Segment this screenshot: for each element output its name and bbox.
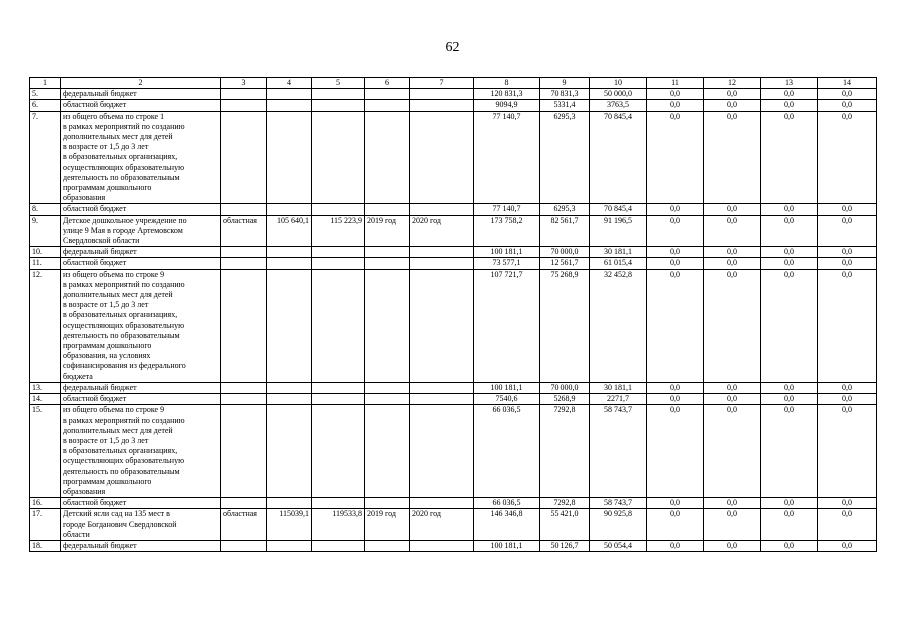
- cell-2022: 0,0: [704, 89, 761, 100]
- cell-row-number: 8.: [30, 204, 61, 215]
- cell-total: 100 181,1: [474, 540, 540, 551]
- item-name-line: федеральный бюджет: [63, 247, 137, 257]
- cell-budget-level: областная: [221, 215, 267, 247]
- item-name-line: Свердловской области: [63, 236, 140, 246]
- item-name-line: федеральный бюджет: [63, 89, 137, 99]
- cell-2024: 0,0: [818, 269, 877, 382]
- cell-start-year: [365, 405, 410, 498]
- cell-row-number: 12.: [30, 269, 61, 382]
- cell-budget-level: [221, 269, 267, 382]
- cell-start-year: [365, 540, 410, 551]
- cell-2023: 0,0: [761, 258, 818, 269]
- cell-cost-base: [267, 100, 312, 111]
- cell-start-year: [365, 498, 410, 509]
- cell-2023: 0,0: [761, 405, 818, 498]
- cell-2024: 0,0: [818, 100, 877, 111]
- cell-cost-current: [312, 405, 365, 498]
- cell-cost-base: [267, 394, 312, 405]
- cell-item-name: [61, 269, 221, 382]
- cell-cost-current: [312, 498, 365, 509]
- item-name-line: образования, на условиях: [63, 351, 151, 361]
- cell-row-number: 5.: [30, 89, 61, 100]
- cell-total: 107 721,7: [474, 269, 540, 382]
- cell-item-name: [61, 405, 221, 498]
- item-name-line: федеральный бюджет: [63, 382, 137, 392]
- cell-end-year: 2020 год: [410, 215, 474, 247]
- cell-item-name: [61, 382, 221, 393]
- cell-2020: 2271,7: [590, 394, 647, 405]
- cell-end-year: [410, 382, 474, 393]
- cell-budget-level: областная: [221, 509, 267, 541]
- cell-2021: 0,0: [647, 405, 704, 498]
- cell-item-name: [61, 540, 221, 551]
- column-header: 3: [221, 78, 267, 89]
- cell-2021: 0,0: [647, 394, 704, 405]
- item-name-line: областной бюджет: [63, 394, 127, 404]
- cell-2020: 90 925,8: [590, 509, 647, 541]
- column-header: 6: [365, 78, 410, 89]
- cell-end-year: [410, 269, 474, 382]
- cell-end-year: 2020 год: [410, 509, 474, 541]
- item-name-line: в рамках мероприятий по созданию: [63, 415, 185, 425]
- cell-2021: 0,0: [647, 89, 704, 100]
- cell-start-year: [365, 89, 410, 100]
- cell-2019: 6295,3: [540, 204, 590, 215]
- cell-end-year: [410, 111, 474, 204]
- cell-cost-base: [267, 269, 312, 382]
- table-row: [30, 204, 877, 215]
- cell-2022: 0,0: [704, 394, 761, 405]
- cell-cost-current: [312, 111, 365, 204]
- cell-budget-level: [221, 258, 267, 269]
- cell-2022: 0,0: [704, 111, 761, 204]
- cell-2022: 0,0: [704, 215, 761, 247]
- cell-2021: 0,0: [647, 100, 704, 111]
- cell-2020: 32 452,8: [590, 269, 647, 382]
- cell-2019: 82 561,7: [540, 215, 590, 247]
- item-name-line: из общего объема по строке 9: [63, 269, 165, 279]
- cell-end-year: [410, 247, 474, 258]
- cell-2023: 0,0: [761, 498, 818, 509]
- cell-2022: 0,0: [704, 247, 761, 258]
- cell-2020: 30 181,1: [590, 247, 647, 258]
- cell-item-name: [61, 509, 221, 541]
- column-header: 12: [704, 78, 761, 89]
- cell-cost-base: [267, 204, 312, 215]
- column-header: 7: [410, 78, 474, 89]
- cell-2021: 0,0: [647, 269, 704, 382]
- item-name-line: бюджета: [63, 371, 93, 381]
- table-row: [30, 269, 877, 382]
- cell-2024: 0,0: [818, 382, 877, 393]
- column-header: 8: [474, 78, 540, 89]
- cell-2023: 0,0: [761, 394, 818, 405]
- cell-total: 77 140,7: [474, 111, 540, 204]
- cell-cost-current: [312, 269, 365, 382]
- cell-2024: 0,0: [818, 111, 877, 204]
- cell-end-year: [410, 258, 474, 269]
- cell-end-year: [410, 498, 474, 509]
- cell-item-name: [61, 111, 221, 204]
- cell-2022: 0,0: [704, 509, 761, 541]
- cell-2020: 70 845,4: [590, 204, 647, 215]
- cell-2021: 0,0: [647, 382, 704, 393]
- item-name-line: из общего объема по строке 1: [63, 111, 165, 121]
- item-name-line: в образовательных организациях,: [63, 152, 178, 162]
- cell-item-name: [61, 100, 221, 111]
- cell-row-number: 11.: [30, 258, 61, 269]
- cell-cost-current: [312, 89, 365, 100]
- item-name-line: образования: [63, 193, 106, 203]
- cell-budget-level: [221, 405, 267, 498]
- cell-cost-current: [312, 382, 365, 393]
- cell-cost-current: [312, 258, 365, 269]
- cell-budget-level: [221, 204, 267, 215]
- cell-budget-level: [221, 100, 267, 111]
- cell-2023: 0,0: [761, 204, 818, 215]
- cell-2019: 70 000,0: [540, 382, 590, 393]
- cell-2020: 61 015,4: [590, 258, 647, 269]
- cell-2020: 50 000,0: [590, 89, 647, 100]
- cell-budget-level: [221, 394, 267, 405]
- table-row: [30, 247, 877, 258]
- cell-start-year: [365, 247, 410, 258]
- item-name-line: дополнительных мест для детей: [63, 425, 173, 435]
- table-row: [30, 394, 877, 405]
- cell-cost-base: [267, 540, 312, 551]
- table-row: [30, 89, 877, 100]
- item-name-line: в образовательных организациях,: [63, 446, 178, 456]
- item-name-line: дополнительных мест для детей: [63, 132, 173, 142]
- cell-row-number: 17.: [30, 509, 61, 541]
- cell-2022: 0,0: [704, 540, 761, 551]
- cell-2020: 3763,5: [590, 100, 647, 111]
- item-name-line: Детский ясли сад на 135 мест в: [63, 509, 170, 519]
- cell-2020: 30 181,1: [590, 382, 647, 393]
- cell-cost-base: [267, 258, 312, 269]
- item-name-line: в возрасте от 1,5 до 3 лет: [63, 435, 149, 445]
- table-row: [30, 540, 877, 551]
- column-header: 11: [647, 78, 704, 89]
- cell-start-year: [365, 394, 410, 405]
- cell-2019: 70 831,3: [540, 89, 590, 100]
- cell-row-number: 14.: [30, 394, 61, 405]
- item-name-line: из общего объема по строке 9: [63, 405, 165, 415]
- cell-2019: 55 421,0: [540, 509, 590, 541]
- cell-row-number: 18.: [30, 540, 61, 551]
- cell-row-number: 13.: [30, 382, 61, 393]
- column-header: 2: [61, 78, 221, 89]
- cell-row-number: 7.: [30, 111, 61, 204]
- item-name-line: деятельность по образовательным: [63, 330, 180, 340]
- cell-2019: 6295,3: [540, 111, 590, 204]
- cell-cost-current: [312, 204, 365, 215]
- item-name-line: деятельность по образовательным: [63, 172, 180, 182]
- column-header: 13: [761, 78, 818, 89]
- cell-start-year: [365, 100, 410, 111]
- budget-table: [29, 77, 877, 552]
- cell-end-year: [410, 405, 474, 498]
- cell-2019: 50 126,7: [540, 540, 590, 551]
- cell-item-name: [61, 258, 221, 269]
- cell-2020: 58 743,7: [590, 405, 647, 498]
- table-row: [30, 509, 877, 541]
- cell-2023: 0,0: [761, 382, 818, 393]
- cell-item-name: [61, 394, 221, 405]
- item-name-line: федеральный бюджет: [63, 540, 137, 550]
- cell-budget-level: [221, 382, 267, 393]
- cell-item-name: [61, 204, 221, 215]
- item-name-line: образования: [63, 486, 106, 496]
- cell-2024: 0,0: [818, 498, 877, 509]
- cell-2021: 0,0: [647, 540, 704, 551]
- item-name-line: области: [63, 529, 90, 539]
- cell-cost-base: [267, 405, 312, 498]
- cell-2024: 0,0: [818, 247, 877, 258]
- cell-total: 100 181,1: [474, 382, 540, 393]
- cell-2021: 0,0: [647, 247, 704, 258]
- cell-cost-base: [267, 247, 312, 258]
- cell-2022: 0,0: [704, 258, 761, 269]
- cell-2022: 0,0: [704, 405, 761, 498]
- cell-total: 173 758,2: [474, 215, 540, 247]
- cell-start-year: [365, 204, 410, 215]
- item-name-line: областной бюджет: [63, 498, 127, 508]
- cell-row-number: 6.: [30, 100, 61, 111]
- column-header: 10: [590, 78, 647, 89]
- cell-2022: 0,0: [704, 204, 761, 215]
- item-name-line: областной бюджет: [63, 258, 127, 268]
- cell-total: 100 181,1: [474, 247, 540, 258]
- item-name-line: осуществляющих образовательную: [63, 456, 185, 466]
- cell-cost-current: [312, 247, 365, 258]
- cell-2019: 12 561,7: [540, 258, 590, 269]
- cell-2023: 0,0: [761, 111, 818, 204]
- cell-2020: 70 845,4: [590, 111, 647, 204]
- cell-cost-current: [312, 100, 365, 111]
- item-name-line: в рамках мероприятий по созданию: [63, 121, 185, 131]
- cell-start-year: 2019 год: [365, 215, 410, 247]
- item-name-line: осуществляющих образовательную: [63, 162, 185, 172]
- cell-item-name: [61, 89, 221, 100]
- cell-2021: 0,0: [647, 215, 704, 247]
- cell-cost-base: [267, 382, 312, 393]
- cell-2022: 0,0: [704, 382, 761, 393]
- cell-end-year: [410, 540, 474, 551]
- cell-2022: 0,0: [704, 498, 761, 509]
- cell-start-year: [365, 111, 410, 204]
- cell-budget-level: [221, 247, 267, 258]
- cell-2023: 0,0: [761, 540, 818, 551]
- item-name-line: в возрасте от 1,5 до 3 лет: [63, 300, 149, 310]
- cell-2023: 0,0: [761, 509, 818, 541]
- cell-item-name: [61, 215, 221, 247]
- cell-row-number: 16.: [30, 498, 61, 509]
- cell-cost-base: 105 640,1: [267, 215, 312, 247]
- item-name-line: Детское дошкольное учреждение по: [63, 215, 187, 225]
- cell-budget-level: [221, 89, 267, 100]
- table-header-row: [30, 78, 877, 89]
- item-name-line: деятельность по образовательным: [63, 466, 180, 476]
- item-name-line: областной бюджет: [63, 100, 127, 110]
- table-row: [30, 382, 877, 393]
- column-header: 14: [818, 78, 877, 89]
- cell-cost-base: [267, 111, 312, 204]
- cell-total: 77 140,7: [474, 204, 540, 215]
- cell-2021: 0,0: [647, 111, 704, 204]
- cell-2024: 0,0: [818, 540, 877, 551]
- cell-2024: 0,0: [818, 509, 877, 541]
- cell-2019: 70 000,0: [540, 247, 590, 258]
- cell-budget-level: [221, 498, 267, 509]
- cell-2023: 0,0: [761, 100, 818, 111]
- cell-item-name: [61, 498, 221, 509]
- item-name-line: программам дошкольного: [63, 183, 152, 193]
- cell-2019: 75 268,9: [540, 269, 590, 382]
- cell-2019: 7292,8: [540, 405, 590, 498]
- item-name-line: областной бюджет: [63, 204, 127, 214]
- table-row: [30, 258, 877, 269]
- cell-row-number: 15.: [30, 405, 61, 498]
- table-row: [30, 405, 877, 498]
- cell-cost-base: 115039,1: [267, 509, 312, 541]
- column-header: 4: [267, 78, 312, 89]
- column-header: 1: [30, 78, 61, 89]
- cell-2023: 0,0: [761, 269, 818, 382]
- table-row: [30, 498, 877, 509]
- cell-total: 120 831,3: [474, 89, 540, 100]
- cell-end-year: [410, 100, 474, 111]
- cell-2023: 0,0: [761, 215, 818, 247]
- cell-item-name: [61, 247, 221, 258]
- cell-total: 146 346,8: [474, 509, 540, 541]
- item-name-line: в рамках мероприятий по созданию: [63, 279, 185, 289]
- cell-budget-level: [221, 540, 267, 551]
- item-name-line: городе Богданович Свердловской: [63, 519, 177, 529]
- cell-2021: 0,0: [647, 258, 704, 269]
- cell-cost-base: [267, 498, 312, 509]
- cell-end-year: [410, 89, 474, 100]
- cell-end-year: [410, 394, 474, 405]
- cell-total: 66 036,5: [474, 405, 540, 498]
- cell-start-year: [365, 258, 410, 269]
- cell-2022: 0,0: [704, 269, 761, 382]
- cell-start-year: [365, 382, 410, 393]
- cell-row-number: 9.: [30, 215, 61, 247]
- cell-2020: 58 743,7: [590, 498, 647, 509]
- cell-cost-current: 119533,8: [312, 509, 365, 541]
- item-name-line: программам дошкольного: [63, 341, 152, 351]
- table-row: [30, 111, 877, 204]
- cell-2024: 0,0: [818, 204, 877, 215]
- item-name-line: улице 9 Мая в городе Артемовском: [63, 225, 183, 235]
- cell-2019: 5331,4: [540, 100, 590, 111]
- cell-2019: 5268,9: [540, 394, 590, 405]
- cell-2021: 0,0: [647, 204, 704, 215]
- cell-2020: 91 196,5: [590, 215, 647, 247]
- column-header: 5: [312, 78, 365, 89]
- cell-total: 73 577,1: [474, 258, 540, 269]
- page-number: 62: [445, 40, 460, 55]
- cell-total: 66 036,5: [474, 498, 540, 509]
- cell-cost-current: 115 223,9: [312, 215, 365, 247]
- cell-end-year: [410, 204, 474, 215]
- item-name-line: осуществляющих образовательную: [63, 320, 185, 330]
- item-name-line: программам дошкольного: [63, 476, 152, 486]
- cell-2019: 7292,8: [540, 498, 590, 509]
- item-name-line: в возрасте от 1,5 до 3 лет: [63, 142, 149, 152]
- cell-2024: 0,0: [818, 258, 877, 269]
- cell-2022: 0,0: [704, 100, 761, 111]
- item-name-line: дополнительных мест для детей: [63, 290, 173, 300]
- cell-start-year: [365, 269, 410, 382]
- table-row: [30, 100, 877, 111]
- item-name-line: софинансирования из федерального: [63, 361, 186, 371]
- cell-cost-current: [312, 540, 365, 551]
- item-name-line: в образовательных организациях,: [63, 310, 178, 320]
- cell-2021: 0,0: [647, 498, 704, 509]
- cell-2020: 50 054,4: [590, 540, 647, 551]
- cell-2024: 0,0: [818, 89, 877, 100]
- cell-cost-base: [267, 89, 312, 100]
- cell-start-year: 2019 год: [365, 509, 410, 541]
- cell-budget-level: [221, 111, 267, 204]
- cell-cost-current: [312, 394, 365, 405]
- cell-2024: 0,0: [818, 215, 877, 247]
- cell-2023: 0,0: [761, 89, 818, 100]
- table-row: [30, 215, 877, 247]
- cell-2024: 0,0: [818, 405, 877, 498]
- column-header: 9: [540, 78, 590, 89]
- cell-2024: 0,0: [818, 394, 877, 405]
- cell-total: 7540,6: [474, 394, 540, 405]
- cell-2023: 0,0: [761, 247, 818, 258]
- cell-total: 9094,9: [474, 100, 540, 111]
- cell-2021: 0,0: [647, 509, 704, 541]
- cell-row-number: 10.: [30, 247, 61, 258]
